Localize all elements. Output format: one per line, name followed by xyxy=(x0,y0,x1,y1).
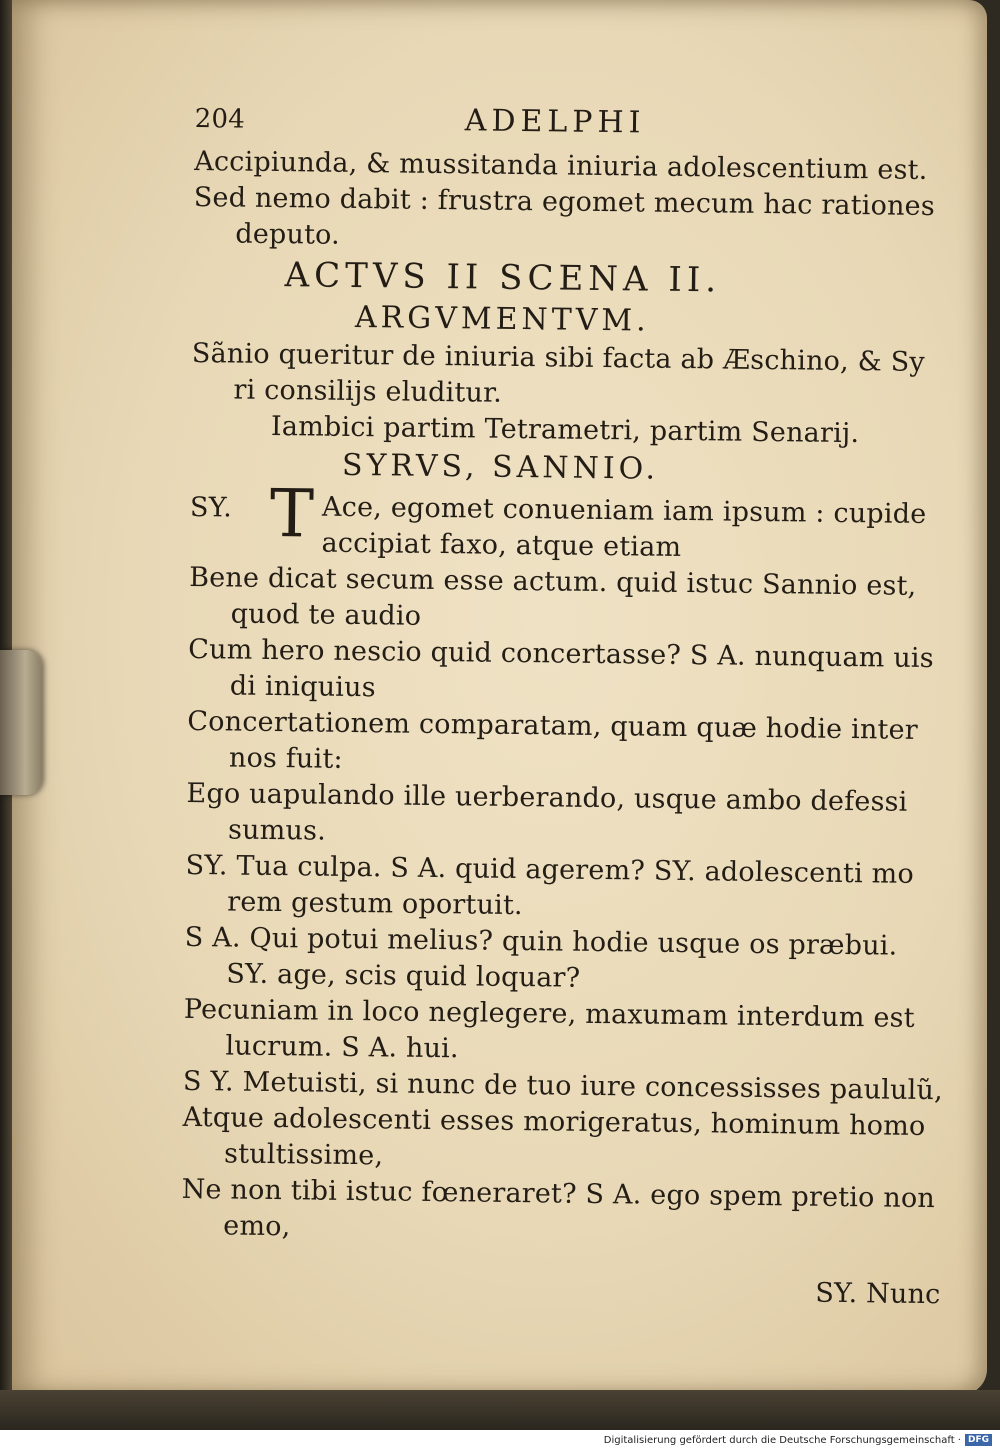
opening-speech xyxy=(189,474,960,569)
argument-line: Sãnio queritur de iniuria sibi facta ab Æschino, & Sy xyxy=(191,337,926,378)
text-line: Accipiunda, & mussitanda iniuria adolescentium est. xyxy=(194,145,928,186)
argument-line: ri consilijs eluditur. xyxy=(233,374,503,409)
page-number: 204 xyxy=(194,103,246,135)
text-line: lucrum. S A. hui. xyxy=(225,1030,459,1065)
text-line: quod te audio xyxy=(230,598,422,632)
digitization-credit: Digitalisierung gefördert durch die Deutsche Forschungsgemeinschaft · xyxy=(603,1434,961,1446)
text-line: Cum hero nescio quid concertasse? S A. nunquam uis xyxy=(188,633,934,675)
text-line: Ne non tibi istuc fœneraret? S A. ego spem pretio non xyxy=(181,1173,936,1215)
running-head: ADELPHI xyxy=(464,103,646,141)
text-line: Pecuniam in loco neglegere, maxumam interdum est xyxy=(183,993,915,1034)
book-clasp xyxy=(0,650,42,795)
speaker-label: SY. xyxy=(189,491,233,524)
digitization-footer xyxy=(0,1430,1000,1450)
dramatis-personae: SYRVS, SANNIO. xyxy=(341,447,660,487)
text-line: SY. age, scis quid loquar? xyxy=(226,958,581,994)
act-scene-heading: ACTVS II SCENA II. xyxy=(284,255,722,301)
text-line: nos fuit: xyxy=(228,742,344,775)
text-line: deputo. xyxy=(235,218,341,251)
meter-note: Iambici partim Tetrametri, partim Senarij. xyxy=(270,410,860,450)
text-line: rem gestum oportuit. xyxy=(227,886,523,922)
text-line: S A. Qui potui melius? quin hodie usque os præbui. xyxy=(184,921,898,962)
page-bottom-edge xyxy=(0,1390,1000,1430)
text-line: Ace, egomet conueniam iam ipsum : cupide xyxy=(321,491,927,530)
text-line: Concertationem comparatam, quam quæ hodie inter xyxy=(187,705,919,746)
text-line: Ego uapulando ille uerberando, usque ambo defessi xyxy=(186,777,908,818)
page-text-block xyxy=(180,100,965,1313)
text-line: Bene dicat secum esse actum. quid istuc Sannio est, xyxy=(188,561,917,602)
text-line: sumus. xyxy=(227,814,327,847)
dfg-logo-icon: DFG xyxy=(965,1434,992,1446)
argumentum-heading: ARGVMENTVM. xyxy=(354,299,650,339)
text-line: accipiat faxo, atque etiam xyxy=(321,527,682,563)
text-line: SY. Tua culpa. S A. quid agerem? SY. adolescenti mo xyxy=(185,849,915,890)
text-line: stultissime, xyxy=(223,1138,384,1172)
catchword: SY. Nunc xyxy=(815,1277,941,1311)
drop-cap: T xyxy=(269,474,315,553)
text-line: S Y. Metuisti, si nunc de tuo iure concessisses paululũ, xyxy=(182,1065,944,1107)
text-line: Atque adolescenti esses morigeratus, hominum homo xyxy=(182,1101,926,1142)
text-line: Sed nemo dabit : frustra egomet mecum hac rationes xyxy=(193,181,936,223)
text-line: emo, xyxy=(223,1210,291,1243)
text-line: di iniquius xyxy=(229,670,376,704)
